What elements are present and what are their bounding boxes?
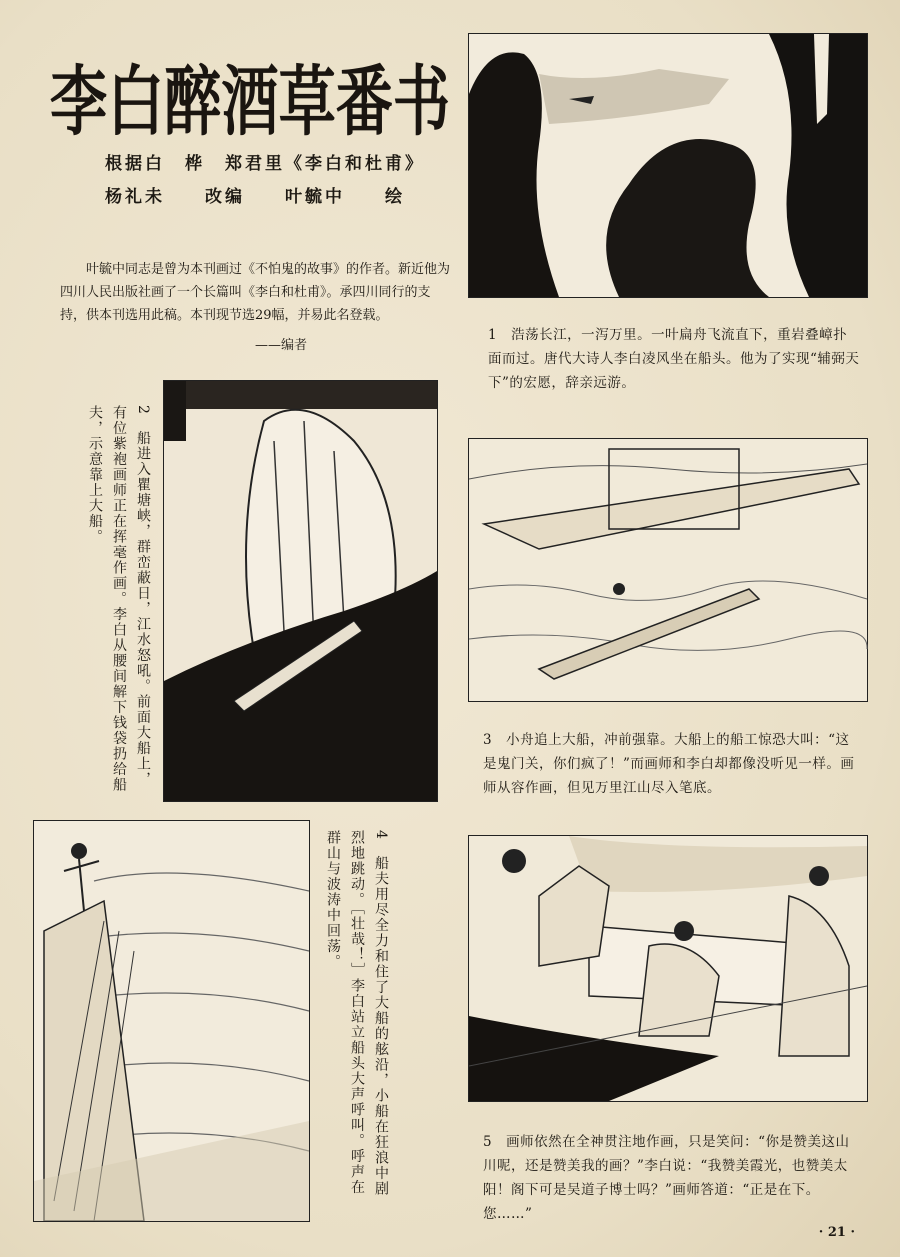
editor-note: 叶毓中同志是曾为本刊画过《不怕鬼的故事》的作者。新近他为四川人民出版社画了一个长篇叫《李白和杜甫》。承四川同行的支持，供本刊选用此稿。本刊现节选29幅，并易此名登载。: [60, 262, 451, 323]
caption-3: 3 小舟追上大船，冲前强靠。大船上的船工惊恐大叫：“这是鬼门关，你们疯了！”而画师和李白却都像没听见一样。画师从容作画，但见万里江山尽入笔底。: [483, 732, 855, 796]
page-title: [45, 40, 455, 150]
credits-line-2: 杨礼未 改编 叶毓中 绘: [105, 187, 405, 207]
caption-2: 2 船进入瞿塘峡，群峦蔽日，江水怒吼。前面大船上，有位紫袍画师正在挥毫作画。李白从腰间解下钱袋扔给船夫，示意靠上大船。: [87, 405, 151, 793]
page-title-text: 李白醉酒草番书: [50, 57, 450, 146]
panel-4-illustration: [33, 820, 310, 1222]
panel-5-illustration: [468, 835, 868, 1102]
caption-5: 5 画师依然在全神贯注地作画，只是笑问：“你是赞美这山川呢，还是赞美我的画？”李白说：“我赞美霞光，也赞美太阳！阁下可是吴道子博士吗？”画师答道：“正是在下。您……”: [483, 1134, 850, 1222]
caption-4: 4 船夫用尽全力和住了大船的舷沿，小船在狂浪中剧烈地跳动。［壮哉！］李白站立船头大声呼叫。呼声在群山与波涛中回荡。: [325, 830, 389, 1197]
panel-1-illustration: [468, 33, 868, 298]
panel-3-illustration: [468, 438, 868, 702]
caption-1: 1 浩荡长江，一泻万里。一叶扁舟飞流直下，重岩叠嶂扑面而过。唐代大诗人李白凌风坐在船头。他为了实现“辅弼天下”的宏愿，辞亲远游。: [488, 327, 860, 391]
page-number: · 21 ·: [818, 1225, 855, 1240]
credits-line-1: 根据白 桦 郑君里《李白和杜甫》: [105, 154, 425, 174]
editor-signature: ——编者: [255, 338, 308, 353]
panel-2-illustration: [163, 380, 438, 802]
